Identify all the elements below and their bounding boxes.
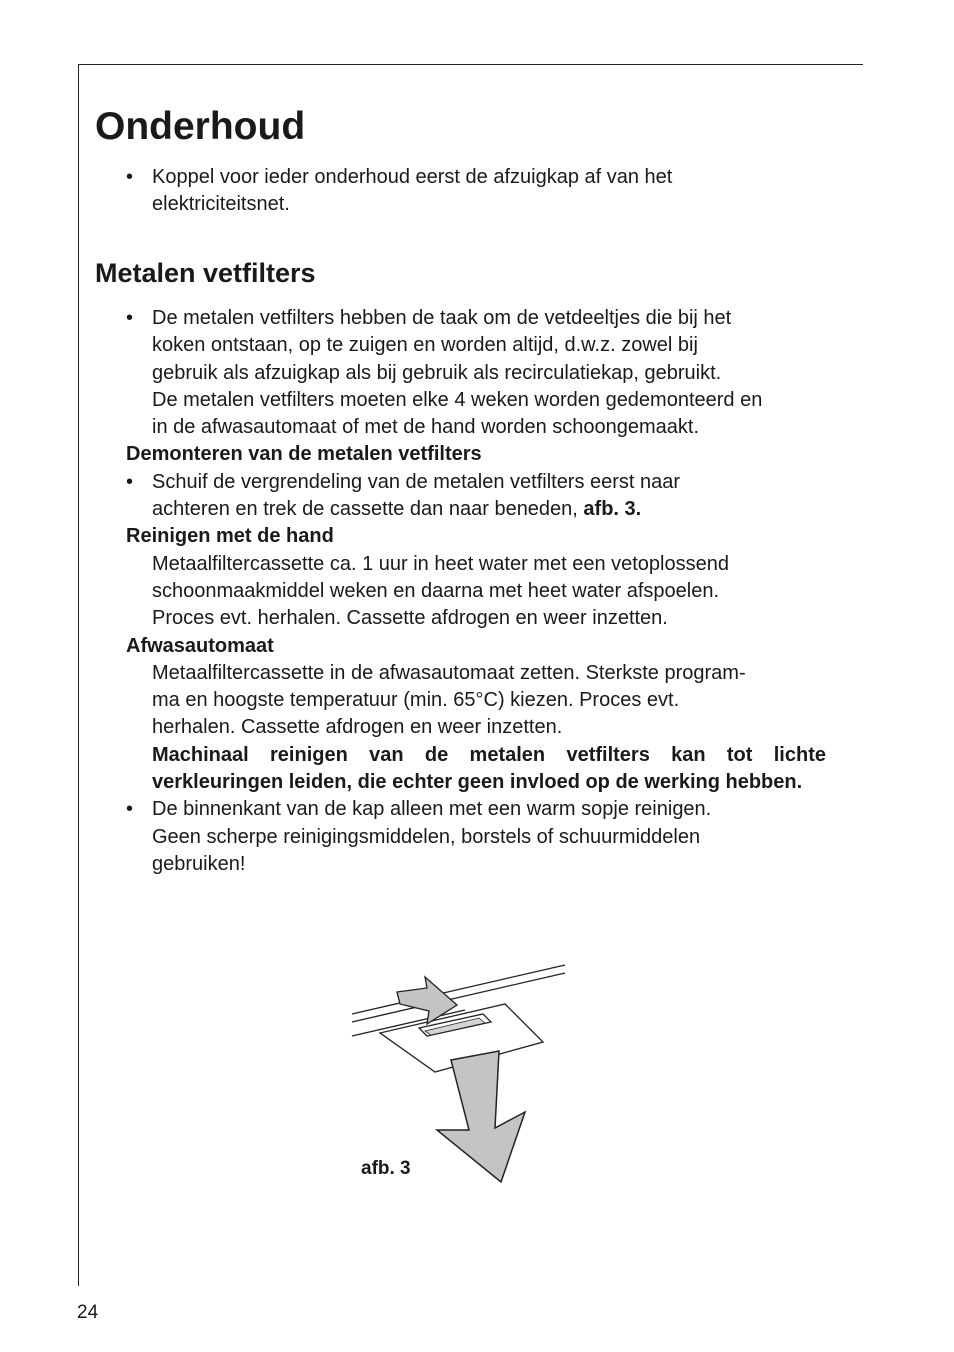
text-line: Geen scherpe reinigingsmiddelen, borstels of schuurmiddelen xyxy=(152,825,701,848)
text-line xyxy=(152,496,846,523)
text-line: gebruiken! xyxy=(152,852,246,875)
bullet-glyph: • xyxy=(126,470,134,493)
text-line: in de afwasautomaat of met de hand worden schoongemaakt. xyxy=(152,416,700,439)
hood-edge-line xyxy=(352,965,565,1014)
text-line: gebruik als afzuigkap als bij gebruik als recirculatiekap, gebruikt. xyxy=(152,361,722,384)
page-frame-left-rule xyxy=(78,64,79,1286)
page-frame-top-rule xyxy=(78,64,863,65)
paragraph-hand-cleaning xyxy=(126,551,846,633)
pull-down-arrow-icon xyxy=(437,1051,525,1182)
paragraph-dishwasher xyxy=(126,660,846,742)
intro-block xyxy=(126,164,846,219)
warning-text: Machinaal reinigen van de metalen vetfilters kan tot lichte verkleuringen leiden, die echter geen invloed op de werking hebben. xyxy=(152,743,826,794)
figure-reference: afb. 3. xyxy=(583,498,642,521)
intro-line: elektriciteitsnet. xyxy=(152,193,290,216)
text-line: De metalen vetfilters moeten elke 4 weken worden gedemonteerd en xyxy=(152,388,763,411)
bullet-item-inside-cleaning xyxy=(126,796,846,878)
page-title: Onderhoud xyxy=(95,105,306,148)
text-line: Proces evt. herhalen. Cassette afdrogen en weer inzetten. xyxy=(152,607,668,630)
figure-caption: afb. 3 xyxy=(361,1158,411,1179)
bullet-glyph: • xyxy=(126,307,134,329)
text-line: ma en hoogste temperatuur (min. 65°C) kiezen. Proces evt. xyxy=(152,689,680,712)
intro-bullet-item xyxy=(126,164,846,219)
text-span: achteren en trek de cassette dan naar beneden, xyxy=(152,498,578,521)
intro-line: Koppel voor ieder onderhoud eerst de afzuigkap af van het xyxy=(152,166,673,188)
bullet-glyph: • xyxy=(126,166,134,188)
bullet-item-dismount xyxy=(126,469,846,524)
subheading-dishwasher: Afwasautomaat xyxy=(126,634,274,657)
subheading-dismount: Demonteren van de metalen vetfilters xyxy=(126,443,482,466)
text-line: herhalen. Cassette afdrogen en weer inzetten. xyxy=(152,716,563,739)
section-body xyxy=(126,305,846,878)
text-line: Metaalfiltercassette ca. 1 uur in heet water met een vetoplossend xyxy=(152,552,729,575)
text-line: schoonmaakmiddel weken en daarna met heet water afspoelen. xyxy=(152,579,720,602)
bullet-glyph: • xyxy=(126,798,134,821)
text-line: De binnenkant van de kap alleen met een warm sopje reinigen. xyxy=(152,798,712,821)
text-line: koken ontstaan, op te zuigen en worden altijd, d.w.z. zowel bij xyxy=(152,334,698,357)
section-title: Metalen vetfilters xyxy=(95,258,316,288)
text-line: De metalen vetfilters hebben de taak om de vetdeeltjes die bij het xyxy=(152,307,732,329)
subheading-hand-cleaning: Reinigen met de hand xyxy=(126,525,334,548)
bullet-item-purpose xyxy=(126,305,846,441)
text-line: Metaalfiltercassette in de afwasautomaat zetten. Sterkste program- xyxy=(152,661,746,684)
text-line: Schuif de vergrendeling van de metalen vetfilters eerst naar xyxy=(152,470,681,493)
page-number: 24 xyxy=(77,1302,99,1323)
